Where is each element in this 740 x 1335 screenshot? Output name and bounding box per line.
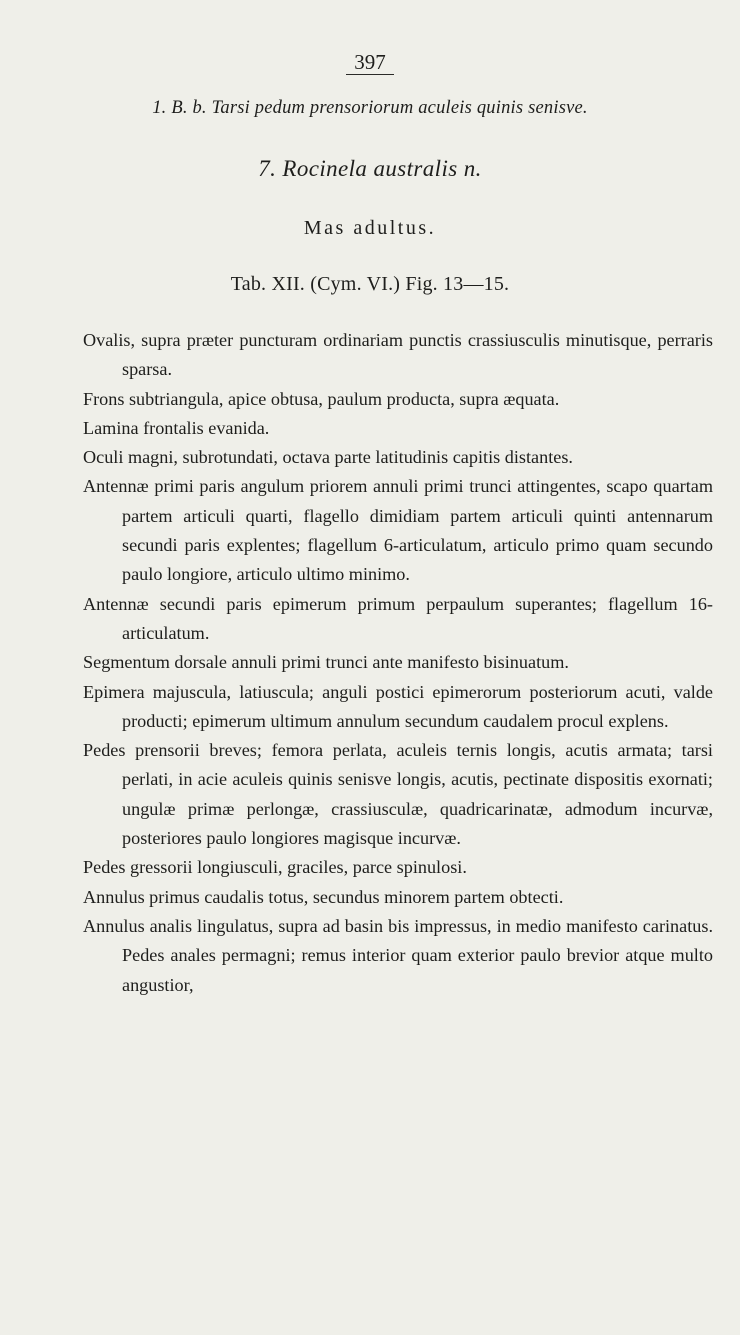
species-title: 7. Rocinela australis n. <box>258 156 482 181</box>
paragraph-annulus-caudalis: Annulus primus caudalis totus, secundus minorem partem obtecti. <box>83 886 564 907</box>
plate-reference: Tab. XII. (Cym. VI.) Fig. 13—15. <box>230 273 510 295</box>
sex-label: Mas adultus. <box>303 217 437 239</box>
paragraph-annulus-analis: Annulus analis lingulatus, supra ad basin bis impressus, in medio manifesto carinatus. Pedes anales permagni; remus interior quam exterior paulo brevior atque multo angustior, <box>83 915 713 995</box>
paragraph-oculi: Oculi magni, subrotundati, octava parte latitudinis capitis distantes. <box>83 447 573 468</box>
paragraph-antennae-second: Antennæ secundi paris epimerum primum perpaulum superantes; flagellum 16-articulatum. <box>83 593 713 643</box>
paragraph-shape: Ovalis, supra præter puncturam ordinariam punctis crassiusculis minutisque, perraris sparsa. <box>83 330 713 380</box>
paragraph-frons: Frons subtriangula, apice obtusa, paulum producta, supra æquata. <box>83 388 560 409</box>
paragraph-antennae-first: Antennæ primi paris angulum priorem annuli primi trunci attingentes, scapo quartam partem articuli quarti, flagello dimidiam partem articuli quinti antennarum secundi paris explentes; flagellum 6-articulatum, articulo primo quam secundo paulo longiore, articulo ultimo minimo. <box>83 476 713 585</box>
running-head: 1. B. b. Tarsi pedum prensoriorum aculeis quinis senisve. <box>152 98 588 118</box>
page-number-text: 397 <box>346 50 394 75</box>
paragraph-pedes-gressorii: Pedes gressorii longiusculi, graciles, parce spinulosi. <box>83 857 467 878</box>
paragraph-epimera: Epimera majuscula, latiuscula; anguli postici epimerorum posteriorum acuti, valde producti; epimerum ultimum annulum secundum caudalem procul explens. <box>83 681 713 731</box>
paragraph-lamina: Lamina frontalis evanida. <box>83 417 270 438</box>
paragraph-segmentum: Segmentum dorsale annuli primi trunci ante manifesto bisinuatum. <box>83 652 569 673</box>
page-number <box>0 50 740 74</box>
paragraph-pedes-prensorii: Pedes prensorii breves; femora perlata, aculeis ternis longis, acutis armata; tarsi perlati, in acie aculeis quinis senisve longis, acutis, pectinate dispositis exornati; ungulæ primæ perlongæ, crassiusculæ, quadricarinatæ, admodum incurvæ, posteriores paulo longiores magisque incurvæ. <box>83 740 713 849</box>
description-body <box>83 326 713 1000</box>
